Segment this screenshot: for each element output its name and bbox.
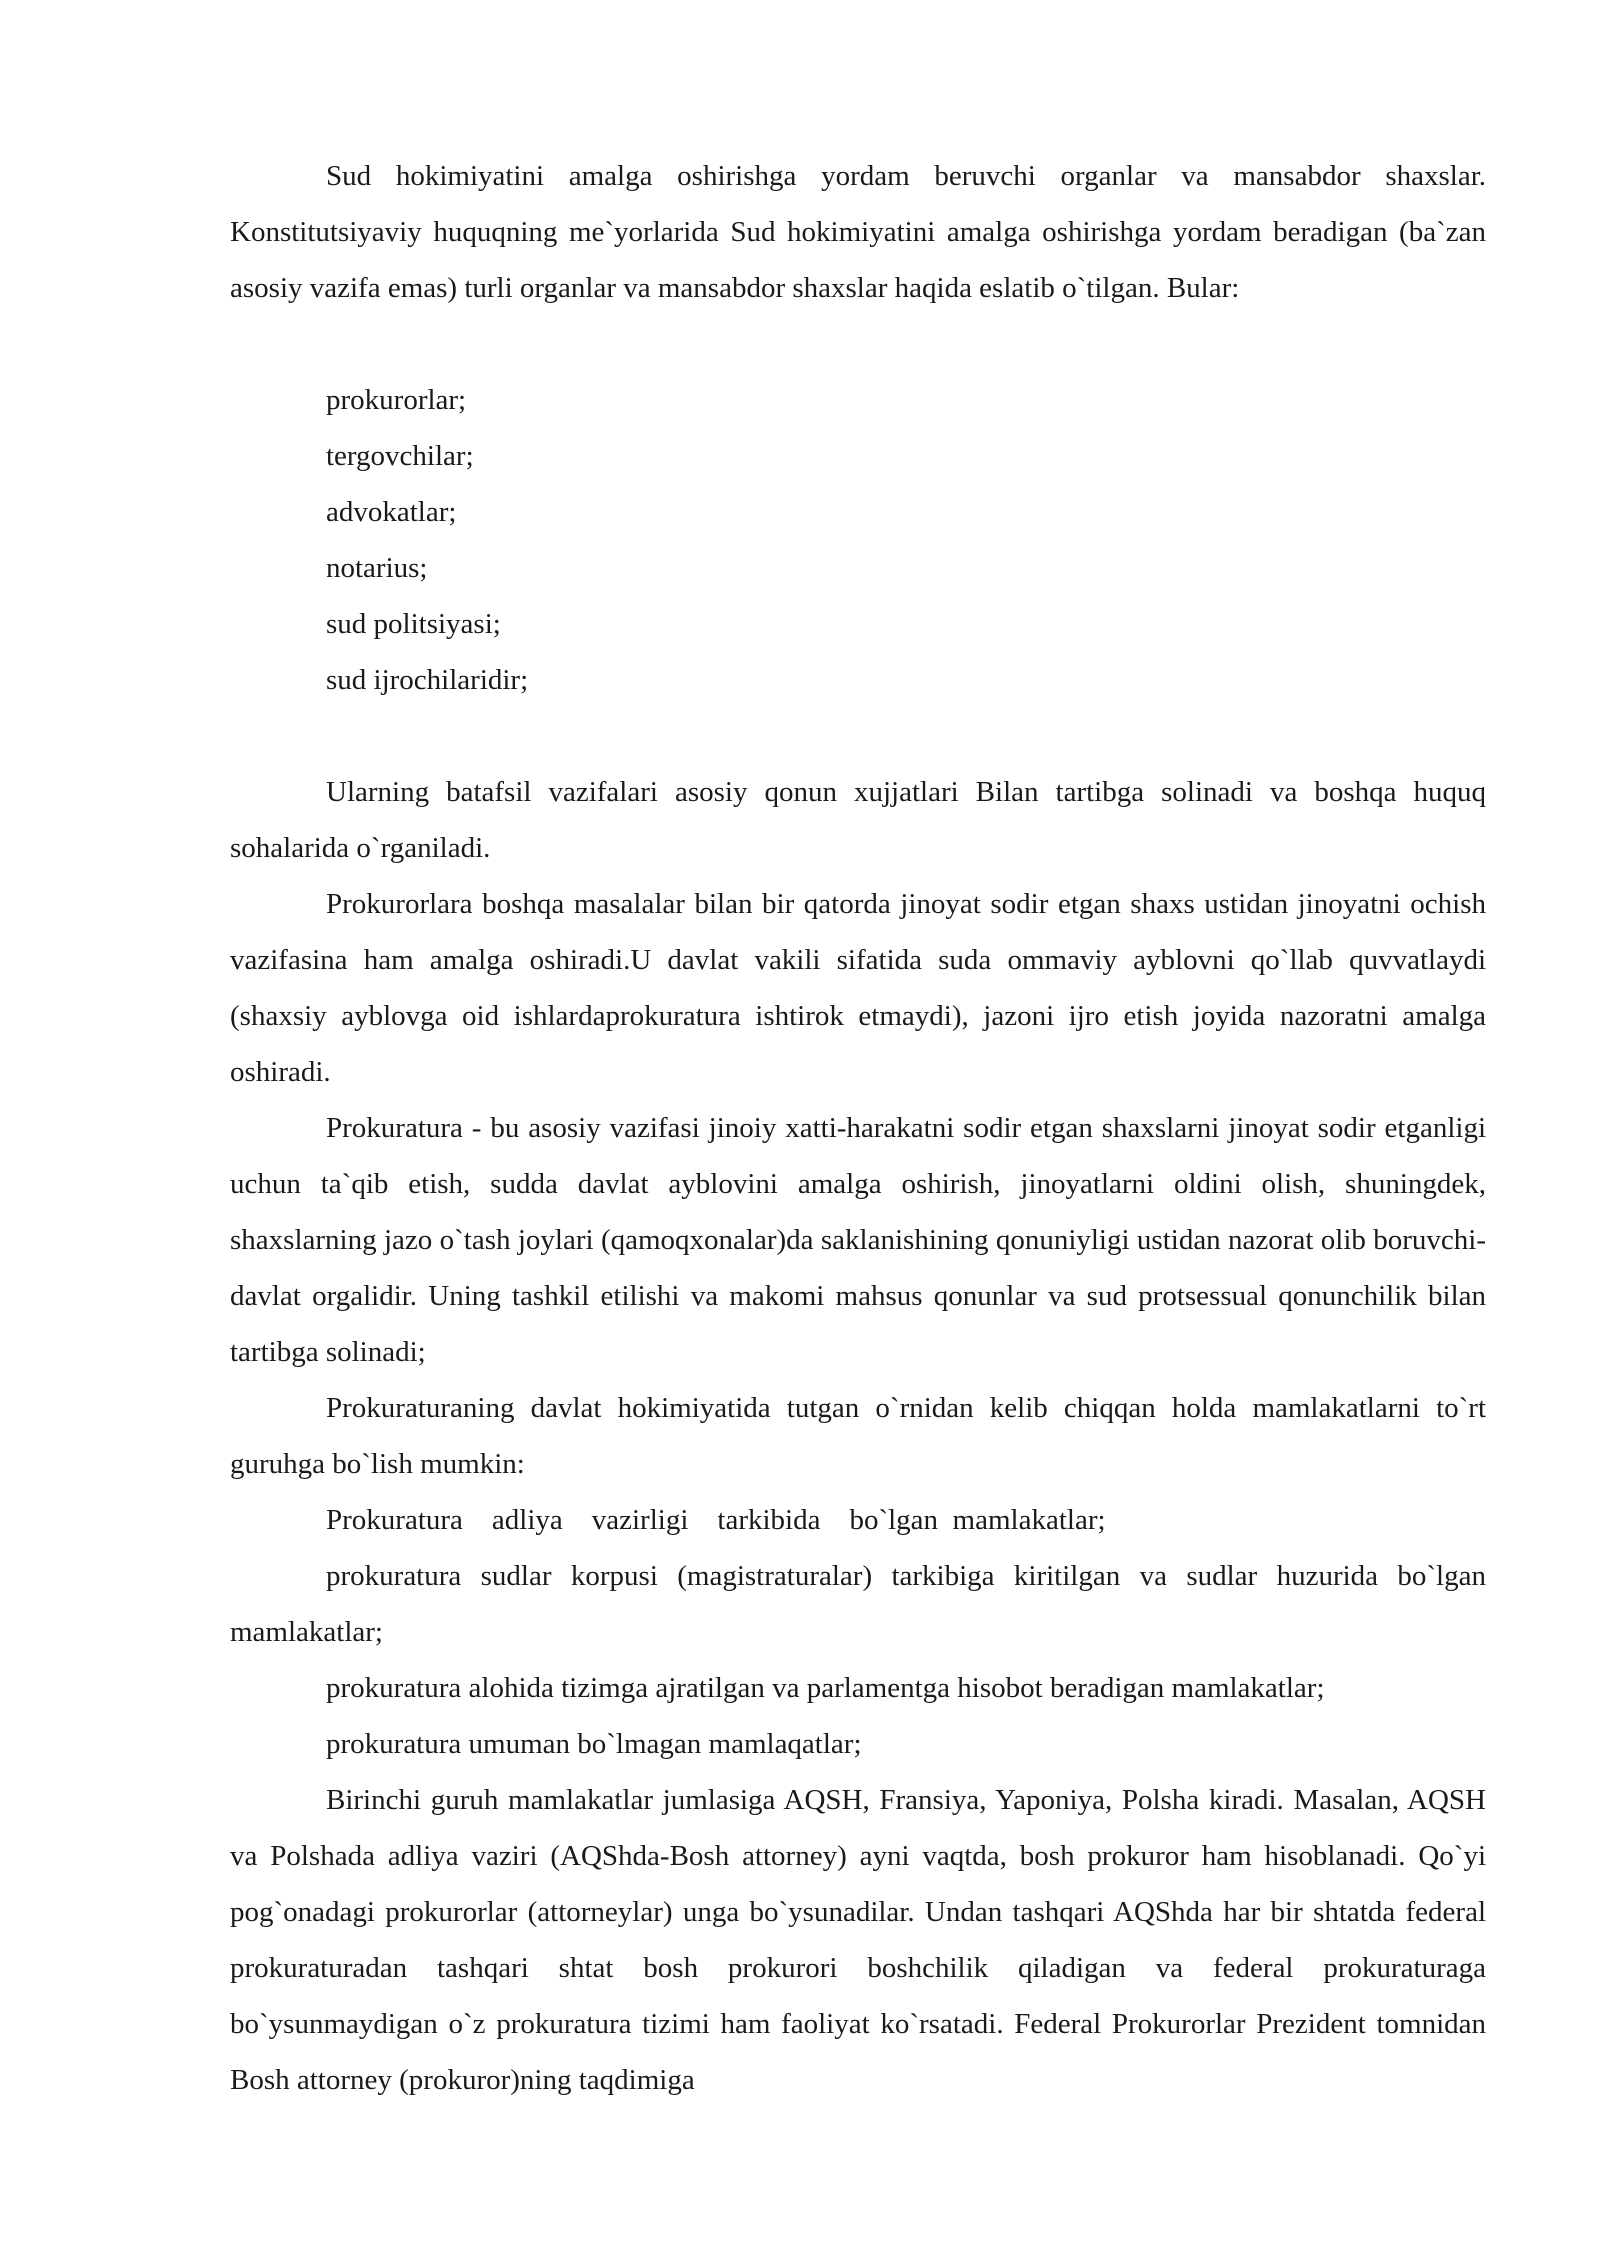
- group-item-1: Prokuratura adliya vazirligi tarkibida bo`lgan mamlakatlar;: [326, 1504, 1106, 1536]
- officials-list: [230, 372, 1486, 708]
- list-item: tergovchilar;: [326, 440, 474, 472]
- group-item-4: prokuratura umuman bo`lmagan mamlaqatlar;: [326, 1728, 862, 1760]
- list-item: sud politsiyasi;: [326, 608, 501, 640]
- paragraph-four-groups: Prokuraturaning davlat hokimiyatida tutgan o`rnidan kelib chiqqan holda mamlakatlarni to`rt guruhga bo`lish mumkin:: [230, 1392, 1486, 1480]
- intro-paragraph: Sud hokimiyatini amalga oshirishga yordam beruvchi organlar va mansabdor shaxslar. Konstitutsiyaviy huquqning me`yorlarida Sud hokimiyatini amalga oshirishga yordam beradigan (ba`zan asosiy vazifa emas) turli organlar va mansabdor shaxslar haqida eslatib o`tilgan. Bular:: [230, 160, 1486, 304]
- list-item: sud ijrochilaridir;: [326, 664, 529, 696]
- paragraph-prokuratura-definition: Prokuratura - bu asosiy vazifasi jinoiy xatti-harakatni sodir etgan shaxslarni jinoyat sodir etganligi uchun ta`qib etish, sudda davlat ayblovini amalga oshirish, jinoyatlarni oldini olish, shuningdek, shaxslarning jazo o`tash joylari (qamoqxonalar)da saklanishining qonuniyligi ustidan nazorat olib boruvchi-davlat orgalidir. Uning tashkil etilishi va makomi mahsus qonunlar va sud protsessual qonunchilik bilan tartibga solinadi;: [230, 1112, 1486, 1368]
- group-item-2: prokuratura sudlar korpusi (magistraturalar) tarkibiga kiritilgan va sudlar huzurida bo`lgan mamlakatlar;: [230, 1560, 1486, 1648]
- document-page: [230, 148, 1486, 2108]
- paragraph-prosecutors: Prokurorlara boshqa masalalar bilan bir qatorda jinoyat sodir etgan shaxs ustidan jinoyatni ochish vazifasina ham amalga oshiradi.U davlat vakili sifatida suda ommaviy ayblovni qo`llab quvvatlaydi (shaxsiy ayblovga oid ishlardaprokuratura ishtirok etmaydi), jazoni ijro etish joyida nazoratni amalga oshiradi.: [230, 888, 1486, 1088]
- list-item: notarius;: [326, 552, 428, 584]
- list-item: prokurorlar;: [326, 384, 467, 416]
- paragraph-first-group: Birinchi guruh mamlakatlar jumlasiga AQSH, Fransiya, Yaponiya, Polsha kiradi. Masalan, AQSH va Polshada adliya vaziri (AQShda-Bosh attorney) ayni vaqtda, bosh prokuror ham hisoblanadi. Qo`yi pog`onadagi prokurorlar (attorneylar) unga bo`ysunadilar. Undan tashqari AQShda har bir shtatda federal prokuraturadan tashqari shtat bosh prokurori boshchilik qiladigan va federal prokuraturaga bo`ysunmaydigan o`z prokuratura tizimi ham faoliyat ko`rsatadi. Federal Prokurorlar Prezident tomnidan Bosh attorney (prokuror)ning taqdimiga: [230, 1784, 1486, 2096]
- list-item: advokatlar;: [326, 496, 457, 528]
- group-item-3: prokuratura alohida tizimga ajratilgan va parlamentga hisobot beradigan mamlakatlar;: [326, 1672, 1325, 1704]
- paragraph-duties: Ularning batafsil vazifalari asosiy qonun xujjatlari Bilan tartibga solinadi va boshqa huquq sohalarida o`rganiladi.: [230, 776, 1486, 864]
